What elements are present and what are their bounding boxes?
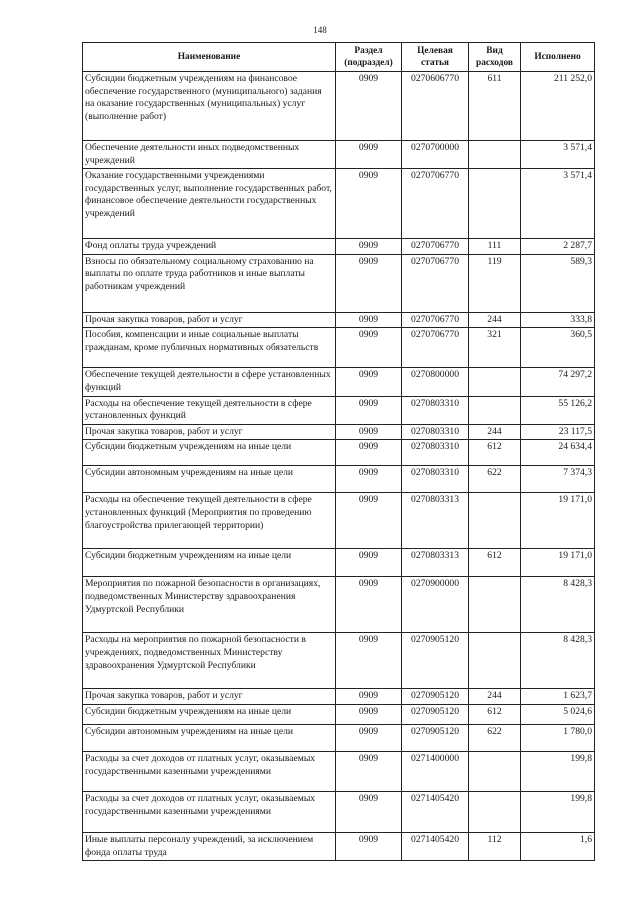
table-row — [83, 396, 595, 424]
cell-done: 360,5 — [521, 328, 595, 368]
cell-section: 0909 — [336, 724, 402, 751]
table-row — [83, 328, 595, 368]
header-section: Раздел (подраздел) — [336, 43, 402, 72]
cell-done: 74 297,2 — [521, 368, 595, 396]
cell-kind: 622 — [469, 466, 521, 493]
cell-section: 0909 — [336, 72, 402, 141]
cell-article: 0270900000 — [402, 577, 469, 633]
table-row — [83, 791, 595, 832]
cell-name: Прочая закупка товаров, работ и услуг — [83, 689, 336, 705]
cell-done: 333,8 — [521, 312, 595, 328]
cell-kind: 244 — [469, 312, 521, 328]
cell-kind — [469, 141, 521, 169]
cell-article: 0270803313 — [402, 549, 469, 577]
table-row — [83, 577, 595, 633]
table-row — [83, 424, 595, 440]
cell-section: 0909 — [336, 549, 402, 577]
cell-kind — [469, 633, 521, 689]
cell-kind: 612 — [469, 704, 521, 724]
cell-section: 0909 — [336, 704, 402, 724]
cell-section: 0909 — [336, 312, 402, 328]
table-row — [83, 141, 595, 169]
table-row — [83, 689, 595, 705]
cell-kind — [469, 791, 521, 832]
cell-section: 0909 — [336, 141, 402, 169]
table-row — [83, 549, 595, 577]
cell-kind: 612 — [469, 549, 521, 577]
cell-section: 0909 — [336, 254, 402, 312]
cell-done: 5 024,6 — [521, 704, 595, 724]
cell-section: 0909 — [336, 751, 402, 791]
cell-name: Взносы по обязательному социальному страхованию на выплаты по оплате труда работников и иные выплаты работникам учреждений — [83, 254, 336, 312]
page-number: 148 — [313, 25, 327, 35]
cell-article: 0270905120 — [402, 689, 469, 705]
cell-done: 1 780,0 — [521, 724, 595, 751]
table-row — [83, 633, 595, 689]
cell-article: 0270700000 — [402, 141, 469, 169]
cell-done: 2 287,7 — [521, 239, 595, 255]
cell-kind — [469, 368, 521, 396]
cell-article: 0270803310 — [402, 466, 469, 493]
table-row — [83, 72, 595, 141]
cell-name: Субсидии бюджетным учреждениям на финансовое обеспечение государственного (муниципального) задания на оказание государственных (муниципальных) услуг (выполнение работ) — [83, 72, 336, 141]
cell-name: Расходы за счет доходов от платных услуг, оказываемых государственными казенными учреждениями — [83, 791, 336, 832]
cell-article: 0270803313 — [402, 493, 469, 549]
cell-article: 0270905120 — [402, 633, 469, 689]
cell-article: 0270905120 — [402, 724, 469, 751]
cell-section: 0909 — [336, 328, 402, 368]
cell-section: 0909 — [336, 689, 402, 705]
cell-section: 0909 — [336, 368, 402, 396]
cell-article: 0270803310 — [402, 440, 469, 466]
cell-done: 8 428,3 — [521, 577, 595, 633]
cell-name: Иные выплаты персоналу учреждений, за исключением фонда оплаты труда — [83, 832, 336, 860]
cell-kind: 111 — [469, 239, 521, 255]
cell-article: 0270606770 — [402, 72, 469, 141]
cell-kind: 321 — [469, 328, 521, 368]
cell-done: 1 623,7 — [521, 689, 595, 705]
cell-article: 0271405420 — [402, 791, 469, 832]
cell-done: 8 428,3 — [521, 633, 595, 689]
cell-article: 0270800000 — [402, 368, 469, 396]
cell-name: Обеспечение деятельности иных подведомственных учреждений — [83, 141, 336, 169]
cell-name: Субсидии автономным учреждениям на иные цели — [83, 466, 336, 493]
cell-done: 55 126,2 — [521, 396, 595, 424]
cell-name: Расходы за счет доходов от платных услуг, оказываемых государственными казенными учреждениями — [83, 751, 336, 791]
cell-kind: 119 — [469, 254, 521, 312]
table-row — [83, 466, 595, 493]
cell-name: Оказание государственными учреждениями государственных услуг, выполнение государственных работ, финансовое обеспечение деятельности государственных учреждений — [83, 169, 336, 239]
cell-done: 1,6 — [521, 832, 595, 860]
cell-name: Расходы на обеспечение текущей деятельности в сфере установленных функций (Мероприятия по проведению благоустройства прилегающей территории) — [83, 493, 336, 549]
cell-section: 0909 — [336, 466, 402, 493]
cell-name: Фонд оплаты труда учреждений — [83, 239, 336, 255]
table-row — [83, 312, 595, 328]
cell-section: 0909 — [336, 440, 402, 466]
cell-name: Расходы на обеспечение текущей деятельности в сфере установленных функций — [83, 396, 336, 424]
cell-name: Субсидии бюджетным учреждениям на иные цели — [83, 440, 336, 466]
cell-name: Прочая закупка товаров, работ и услуг — [83, 312, 336, 328]
cell-article: 0270905120 — [402, 704, 469, 724]
cell-section: 0909 — [336, 493, 402, 549]
table-row — [83, 368, 595, 396]
cell-done: 211 252,0 — [521, 72, 595, 141]
cell-article: 0270706770 — [402, 312, 469, 328]
cell-article: 0270706770 — [402, 254, 469, 312]
cell-article: 0271405420 — [402, 832, 469, 860]
table-body — [83, 72, 595, 861]
cell-section: 0909 — [336, 239, 402, 255]
cell-article: 0270706770 — [402, 328, 469, 368]
table-row — [83, 832, 595, 860]
cell-done: 24 634,4 — [521, 440, 595, 466]
cell-done: 589,3 — [521, 254, 595, 312]
table-row — [83, 704, 595, 724]
cell-kind: 244 — [469, 689, 521, 705]
cell-done: 7 374,3 — [521, 466, 595, 493]
cell-kind: 244 — [469, 424, 521, 440]
cell-name: Мероприятия по пожарной безопасности в организациях, подведомственных Министерству здравоохранения Удмуртской Республики — [83, 577, 336, 633]
cell-article: 0270803310 — [402, 396, 469, 424]
cell-article: 0270803310 — [402, 424, 469, 440]
table-row — [83, 493, 595, 549]
cell-kind — [469, 169, 521, 239]
cell-section: 0909 — [336, 396, 402, 424]
cell-kind: 622 — [469, 724, 521, 751]
cell-done: 199,8 — [521, 791, 595, 832]
cell-done: 3 571,4 — [521, 141, 595, 169]
cell-name: Субсидии бюджетным учреждениям на иные цели — [83, 704, 336, 724]
header-done: Исполнено — [521, 43, 595, 72]
cell-article: 0270706770 — [402, 169, 469, 239]
cell-done: 23 117,5 — [521, 424, 595, 440]
cell-section: 0909 — [336, 832, 402, 860]
table-row — [83, 751, 595, 791]
cell-name: Пособия, компенсации и иные социальные выплаты гражданам, кроме публичных нормативных обязательств — [83, 328, 336, 368]
cell-kind — [469, 577, 521, 633]
cell-kind — [469, 396, 521, 424]
table-row — [83, 724, 595, 751]
cell-kind: 112 — [469, 832, 521, 860]
cell-article: 0270706770 — [402, 239, 469, 255]
cell-kind — [469, 493, 521, 549]
cell-section: 0909 — [336, 424, 402, 440]
cell-kind: 612 — [469, 440, 521, 466]
cell-name: Обеспечение текущей деятельности в сфере установленных функций — [83, 368, 336, 396]
cell-section: 0909 — [336, 791, 402, 832]
cell-article: 0271400000 — [402, 751, 469, 791]
cell-kind — [469, 751, 521, 791]
cell-section: 0909 — [336, 577, 402, 633]
table-row — [83, 254, 595, 312]
header-name: Наименование — [83, 43, 336, 72]
budget-table — [82, 42, 595, 861]
cell-name: Расходы на мероприятия по пожарной безопасности в учреждениях, подведомственных Министерству здравоохранения Удмуртской Республики — [83, 633, 336, 689]
table-row — [83, 239, 595, 255]
cell-name: Субсидии бюджетным учреждениям на иные цели — [83, 549, 336, 577]
cell-name: Прочая закупка товаров, работ и услуг — [83, 424, 336, 440]
table-header — [83, 43, 595, 72]
cell-name: Субсидии автономным учреждениям на иные цели — [83, 724, 336, 751]
table-row — [83, 440, 595, 466]
cell-done: 3 571,4 — [521, 169, 595, 239]
cell-done: 19 171,0 — [521, 549, 595, 577]
cell-done: 19 171,0 — [521, 493, 595, 549]
table-row — [83, 169, 595, 239]
header-kind: Вид расходов — [469, 43, 521, 72]
cell-done: 199,8 — [521, 751, 595, 791]
cell-section: 0909 — [336, 633, 402, 689]
cell-kind: 611 — [469, 72, 521, 141]
header-article: Целевая статья — [402, 43, 469, 72]
cell-section: 0909 — [336, 169, 402, 239]
